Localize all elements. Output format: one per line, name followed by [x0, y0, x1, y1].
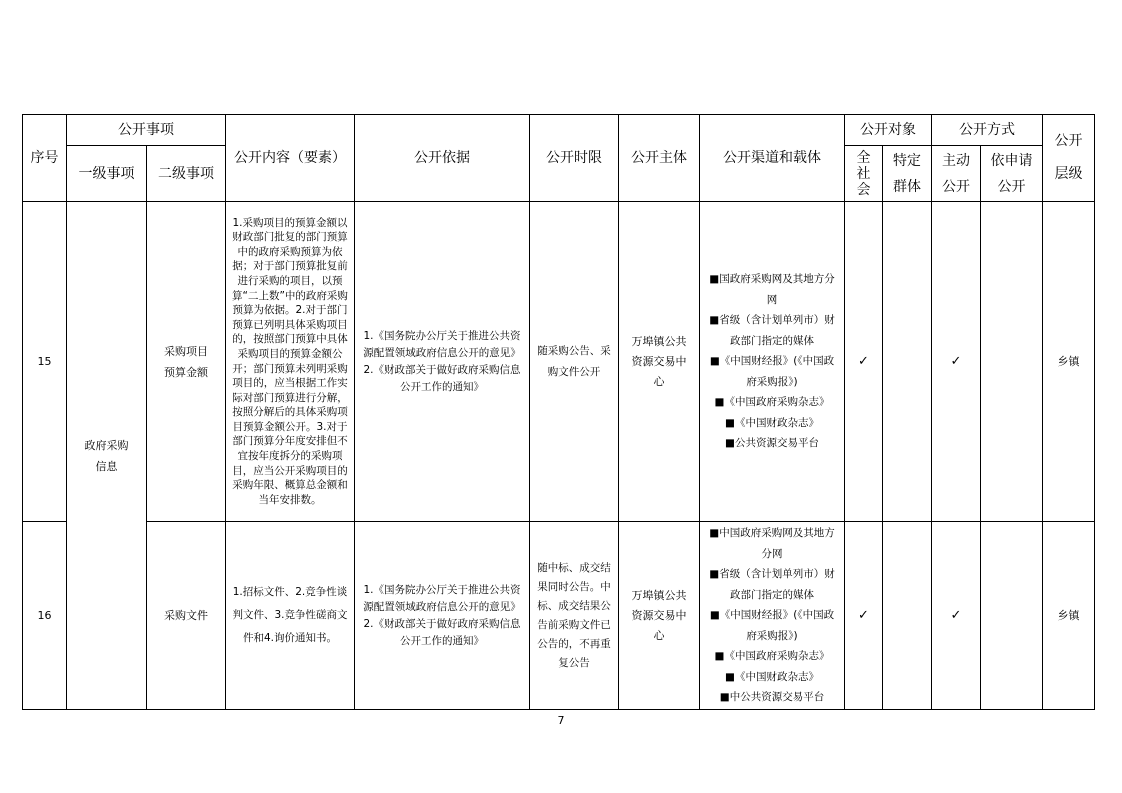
header-method: 公开方式 [932, 115, 1043, 146]
row-seq: 16 [23, 522, 67, 710]
row-target-specific-check [883, 202, 932, 522]
header-level1: 一级事项 [67, 146, 147, 202]
row-time-limit: 随中标、成交结果同时公告。中标、成交结果公告前采购文件已公告的，不再重复公告 [530, 522, 619, 710]
row-basis: 1.《国务院办公厅关于推进公共资源配置领域政府信息公开的意见》 2.《财政部关于做好政府采购信息公开工作的通知》 [355, 522, 530, 710]
header-target-specific: 特定 群体 [883, 146, 932, 202]
row-target-all-check: ✓ [845, 522, 883, 710]
header-level: 公开 层级 [1043, 115, 1095, 202]
row-seq: 15 [23, 202, 67, 522]
header-subject: 公开主体 [619, 115, 700, 202]
header-items: 公开事项 [67, 115, 226, 146]
row-method-active-check: ✓ [932, 522, 981, 710]
row-method-apply-check [981, 522, 1043, 710]
row-target-all-check: ✓ [845, 202, 883, 522]
header-basis: 公开依据 [355, 115, 530, 202]
header-seq: 序号 [23, 115, 67, 202]
page-number: 7 [557, 714, 565, 727]
row-channel: ■中国政府采购网及其地方分网 ■省级（含计划单列市）财政部门指定的媒体 ■《中国财经报》(《中国政府采购报》) ■《中国政府采购杂志》 ■《中国财政杂志》 ■中公共资源交易平台 [700, 522, 845, 710]
row-level: 乡镇 [1043, 202, 1095, 522]
header-channel: 公开渠道和载体 [700, 115, 845, 202]
row-method-active-check: ✓ [932, 202, 981, 522]
row-basis: 1.《国务院办公厅关于推进公共资源配置领域政府信息公开的意见》 2.《财政部关于做好政府采购信息公开工作的通知》 [355, 202, 530, 522]
row-channel: ■国政府采购网及其地方分网 ■省级（含计划单列市）财政部门指定的媒体 ■《中国财经报》(《中国政府采购报》) ■《中国政府采购杂志》 ■《中国财政杂志》 ■公共资源交易平台 [700, 202, 845, 522]
disclosure-table [22, 114, 1095, 710]
header-content: 公开内容（要素） [226, 115, 355, 202]
row-subject: 万埠镇公共资源交易中心 [619, 522, 700, 710]
row-subject: 万埠镇公共资源交易中心 [619, 202, 700, 522]
row-level2: 采购项目 预算金额 [147, 202, 226, 522]
header-method-apply: 依申请 公开 [981, 146, 1043, 202]
header-time-limit: 公开时限 [530, 115, 619, 202]
row-level2: 采购文件 [147, 522, 226, 710]
header-level2: 二级事项 [147, 146, 226, 202]
header-target: 公开对象 [845, 115, 932, 146]
header-target-all: 全 社 会 [845, 146, 883, 202]
row-content: 1.招标文件、2.竞争性谈判文件、3.竞争性磋商文件和4.询价通知书。 [226, 522, 355, 710]
group-level1: 政府采购 信息 [67, 202, 147, 710]
header-method-active: 主动 公开 [932, 146, 981, 202]
table-row [23, 202, 1095, 522]
row-level: 乡镇 [1043, 522, 1095, 710]
row-time-limit: 随采购公告、采购文件公开 [530, 202, 619, 522]
row-method-apply-check [981, 202, 1043, 522]
row-content: 1.采购项目的预算金额以财政部门批复的部门预算中的政府采购预算为依据；对于部门预算批复前进行采购的项目，以预算“二上数”中的政府采购预算为依据。2.对于部门预算已列明具体采购项目的，按照部门预算中具体采购项目的预算金额公开；部门预算未列明采购项目的，应当根据工作实际对部门预算进行分解，按照分解后的具体采购项目预算金额公开。3.对于部门预算分年度安排但不宜按年度拆分的采购项目，应当公开采购项目的采购年限、概算总金额和当年安排数。 [226, 202, 355, 522]
row-target-specific-check [883, 522, 932, 710]
table-row [23, 522, 1095, 710]
